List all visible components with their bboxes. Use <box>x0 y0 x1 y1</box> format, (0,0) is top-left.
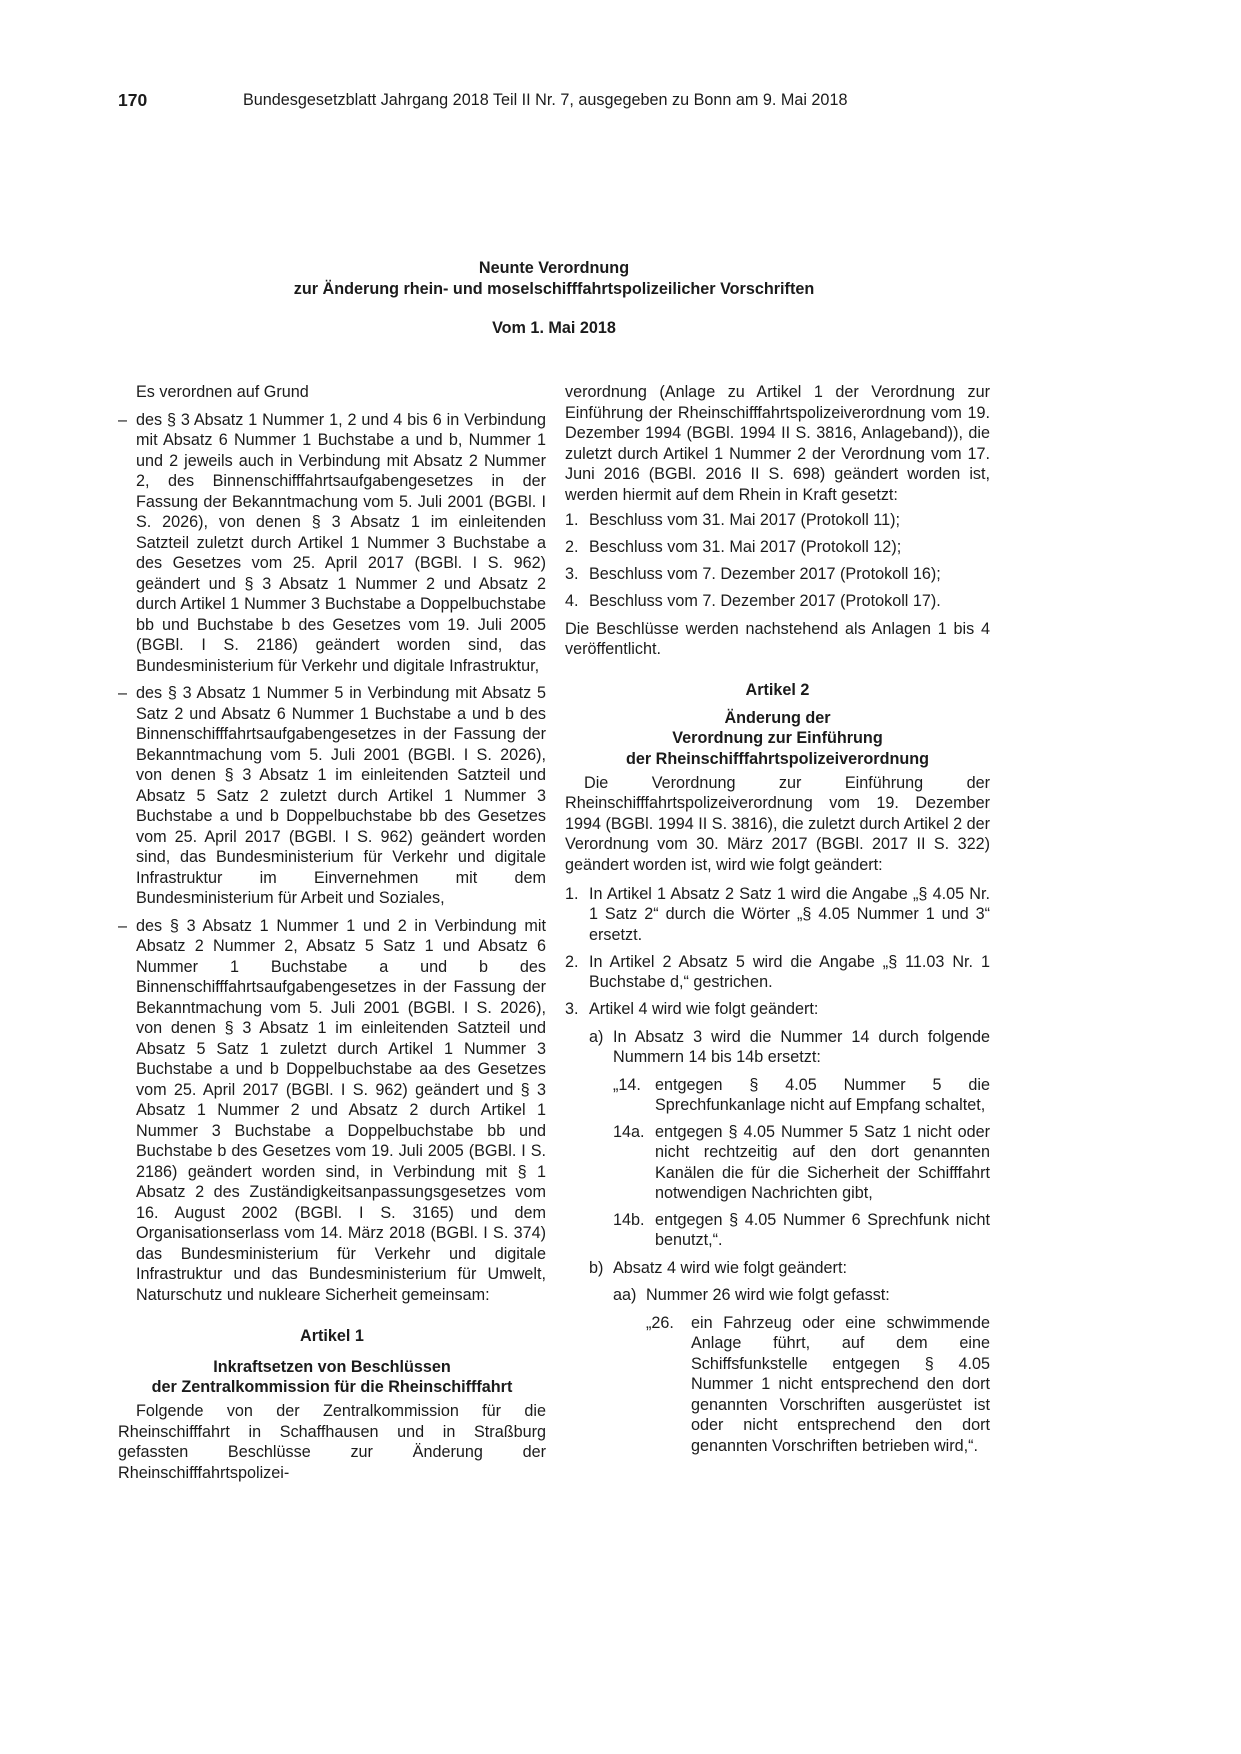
sub-amendment-text: In Absatz 3 wird die Nummer 14 durch folgende Nummern 14 bis 14b ersetzt: <box>613 1027 990 1066</box>
right-column <box>565 382 990 1456</box>
resolution-text: Beschluss vom 7. Dezember 2017 (Protokoll 17). <box>589 592 941 610</box>
resolution-item <box>565 564 990 585</box>
amendment-number: 1. <box>565 884 579 903</box>
resolution-list <box>565 510 990 612</box>
enactment-intro: Es verordnen auf Grund <box>136 383 309 401</box>
article-2-heading-line-1: Änderung der <box>724 708 831 727</box>
resolution-item <box>565 591 990 612</box>
double-letter-label: aa) <box>613 1286 637 1304</box>
sub-amendment-body <box>613 1027 990 1251</box>
resolution-number: 3. <box>565 565 579 583</box>
article-1-body-part-1: Folgende von der Zentralkommission für die Rheinschifffahrt in Schaffhausen und in Straßburg gefassten Beschlüsse zur Änderung der Rheinschifffahrtspolizei- <box>118 1402 546 1482</box>
article-2-label: Artikel 2 <box>745 680 810 699</box>
running-head <box>118 89 990 113</box>
article-1-label: Artikel 1 <box>300 1327 364 1345</box>
list-dash: – <box>118 410 128 429</box>
replacement-item <box>613 1075 990 1116</box>
sub-amendment-item <box>589 1027 990 1251</box>
replacement-number: 14b. <box>613 1210 645 1229</box>
authorization-text: des § 3 Absatz 1 Nummer 1 und 2 in Verbindung mit Absatz 2 Nummer 2, Absatz 5 Satz 1 und Absatz 6 Nummer 1 Buchstabe a und b des Binnenschifffahrtsaufgabengesetzes in der Fassung der Bekanntmachung vom 5. Juli 2001 (BGBl. I S. 2026), von denen § 3 Absatz 1 im einleitenden Satzteil und Absatz 5 Satz 1 zuletzt durch Artikel 1 Nummer 3 Buchstabe a und b Doppelbuchstabe aa des Gesetzes vom 25. April 2017 (BGBl. I S. 962) geändert und § 3 Absatz 1 Nummer 2 und Absatz 2 durch Artikel 1 Nummer 3 Buchstabe a Doppelbuchstabe bb und Buchstabe b des Gesetzes vom 19. Juli 2005 (BGBl. I S. 2186) geändert worden sind, in Verbindung mit § 1 Absatz 2 des Zuständigkeitsanpassungsgesetzes vom 16. August 2002 (BGBl. I S. 3165) und dem Organisationserlass vom 14. März 2018 (BGBl. I S. 374) das Bundesministerium für Verkehr und digitale Infrastruktur und das Bundesministerium für Umwelt, Naturschutz und nukleare Sicherheit gemeinsam: <box>136 916 546 1304</box>
title-line-1: Neunte Verordnung <box>478 259 630 277</box>
gazette-title: Bundesgesetzblatt Jahrgang 2018 Teil II Nr. 7, ausgegeben zu Bonn am 9. Mai 2018 <box>243 91 848 109</box>
authorization-text: des § 3 Absatz 1 Nummer 1, 2 und 4 bis 6 in Verbindung mit Absatz 6 Nummer 1 Buchstabe a und b, Nummer 1 und 2 jeweils auch in Verbindung mit Absatz 2 Nummer 2, des Binnenschifffahrtsaufgabengesetzes in der Fassung der Bekanntmachung vom 5. Juli 2001 (BGBl. I S. 2026), von denen § 3 Absatz 1 im einleitenden Satzteil zuletzt durch Artikel 1 Nummer 3 Buchstabe a des Gesetzes vom 25. April 2017 (BGBl. I S. 962) geändert und § 3 Absatz 1 Nummer 2 und Absatz 2 durch Artikel 1 Nummer 3 Buchstabe a Doppelbuchstabe bb und Buchstabe b des Gesetzes vom 19. Juli 2005 (BGBl. I S. 2186) geändert worden sind, das Bundesministerium für Verkehr und digitale Infrastruktur, <box>136 410 546 675</box>
resolution-text: Beschluss vom 31. Mai 2017 (Protokoll 11); <box>589 511 900 529</box>
sub-amendment-label: b) <box>589 1258 604 1277</box>
article-2-heading <box>565 708 990 770</box>
document-date: Vom 1. Mai 2018 <box>492 318 616 337</box>
left-column <box>118 382 546 1483</box>
replacement-number: 14a. <box>613 1122 645 1141</box>
resolution-text: Beschluss vom 31. Mai 2017 (Protokoll 12); <box>589 538 902 556</box>
resolution-number: 4. <box>565 592 579 610</box>
amendment-number: 2. <box>565 952 579 971</box>
amendment-number: 3. <box>565 1000 579 1018</box>
replacement-text: entgegen § 4.05 Nummer 6 Sprechfunk nicht benutzt,“. <box>655 1210 990 1249</box>
article-2-heading-line-3: der Rheinschifffahrtspolizeiverordnung <box>625 749 930 768</box>
list-dash: – <box>118 684 128 702</box>
resolution-text: Beschluss vom 7. Dezember 2017 (Protokoll 16); <box>589 565 941 583</box>
resolution-number: 2. <box>565 538 579 556</box>
article-1-heading-line-1: Inkraftsetzen von Beschlüssen <box>213 1357 451 1376</box>
replacement-item <box>646 1313 990 1457</box>
sub-amendment-label: a) <box>589 1027 604 1046</box>
amendment-text: In Artikel 2 Absatz 5 wird die Angabe „§ 11.03 Nr. 1 Buchstabe d,“ gestrichen. <box>589 952 990 991</box>
resolution-item <box>565 510 990 531</box>
replacement-item <box>613 1210 990 1251</box>
amendment-item <box>565 884 990 946</box>
sub-amendment-item <box>589 1258 990 1457</box>
amendment-list <box>565 884 990 1457</box>
sub-amendment-body <box>613 1258 990 1457</box>
list-dash: – <box>118 916 128 935</box>
sub-amendment-text: Absatz 4 wird wie folgt geändert: <box>613 1258 847 1277</box>
title-line-2: zur Änderung rhein- und moselschifffahrtspolizeilicher Vorschriften <box>293 279 815 298</box>
authorization-item <box>118 410 546 677</box>
double-letter-item <box>613 1285 990 1456</box>
article-2-intro: Die Verordnung zur Einführung der Rheinschifffahrtspolizeiverordnung vom 19. Dezember 1994 (BGBl. 1994 II S. 3816), die zuletzt durch Artikel 2 der Verordnung vom 30. März 2017 (BGBl. 2017 II S. 322) geändert worden ist, wird wie folgt geändert: <box>565 773 990 874</box>
replacement-text: entgegen § 4.05 Nummer 5 Satz 1 nicht oder nicht rechtzeitig auf den dort genannten Kanälen die für die Sicherheit der Schifffahrt notwendigen Nachrichten gibt, <box>655 1122 990 1202</box>
double-letter-body <box>646 1285 990 1456</box>
authorization-item <box>118 916 546 1306</box>
replacement-number: „14. <box>613 1075 641 1094</box>
replacement-text: entgegen § 4.05 Nummer 5 die Sprechfunkanlage nicht auf Empfang schaltet, <box>655 1075 990 1114</box>
amendment-text: In Artikel 1 Absatz 2 Satz 1 wird die Angabe „§ 4.05 Nr. 1 Satz 2“ durch die Wörter „§ 4.05 Nummer 1 und 3“ ersetzt. <box>589 884 990 944</box>
article-1-heading <box>118 1357 546 1398</box>
resolutions-closing: Die Beschlüsse werden nachstehend als Anlagen 1 bis 4 veröffentlicht. <box>565 619 990 658</box>
double-letter-text: Nummer 26 wird wie folgt gefasst: <box>646 1286 890 1304</box>
document-title <box>118 258 990 338</box>
authorization-item <box>118 683 546 909</box>
article-1-body-part-2: verordnung (Anlage zu Artikel 1 der Verordnung zur Einführung der Rheinschifffahrtspolizeiverordnung vom 19. Dezember 1994 (BGBl. 1994 II S. 3816, Anlageband)), die zuletzt durch Artikel 1 Nummer 2 der Verordnung vom 17. Juni 2016 (BGBl. 2016 II S. 698) geändert worden ist, werden hiermit auf dem Rhein in Kraft gesetzt: <box>565 383 990 504</box>
amendment-item <box>565 999 990 1456</box>
replacement-number: „26. <box>646 1313 674 1332</box>
amendment-text: Artikel 4 wird wie folgt geändert: <box>589 1000 819 1018</box>
replacement-text: ein Fahrzeug oder eine schwimmende Anlage führt, auf dem eine Schiffsfunkstelle entgegen § 4.05 Nummer 1 nicht entsprechend den dort genannten Vorschriften ausgerüstet ist oder nicht entsprechend den dort genannten Vorschriften betrieben wird,“. <box>691 1313 990 1455</box>
amendment-body <box>589 999 990 1456</box>
article-1-heading-line-2: der Zentralkommission für die Rheinschifffahrt <box>151 1378 513 1396</box>
amendment-item <box>565 952 990 993</box>
replacement-item <box>613 1122 990 1204</box>
authorization-text: des § 3 Absatz 1 Nummer 5 in Verbindung mit Absatz 5 Satz 2 und Absatz 6 Nummer 1 Buchstabe a und b des Binnenschifffahrtsaufgabengesetzes in der Fassung der Bekanntmachung vom 5. Juli 2001 (BGBl. I S. 2026), von denen § 3 Absatz 1 im einleitenden Satzteil und Absatz 5 Satz 2 zuletzt durch Artikel 1 Nummer 3 Buchstabe a und b Doppelbuchstabe bb des Gesetzes vom 25. April 2017 (BGBl. I S. 962) geändert worden sind, das Bundesministerium für Verkehr und digitale Infrastruktur im Einvernehmen mit dem Bundesministerium für Arbeit und Soziales, <box>136 684 546 907</box>
article-2-heading-line-2: Verordnung zur Einführung <box>672 729 883 747</box>
resolution-item <box>565 537 990 558</box>
page-number: 170 <box>118 90 148 110</box>
resolution-number: 1. <box>565 511 579 529</box>
